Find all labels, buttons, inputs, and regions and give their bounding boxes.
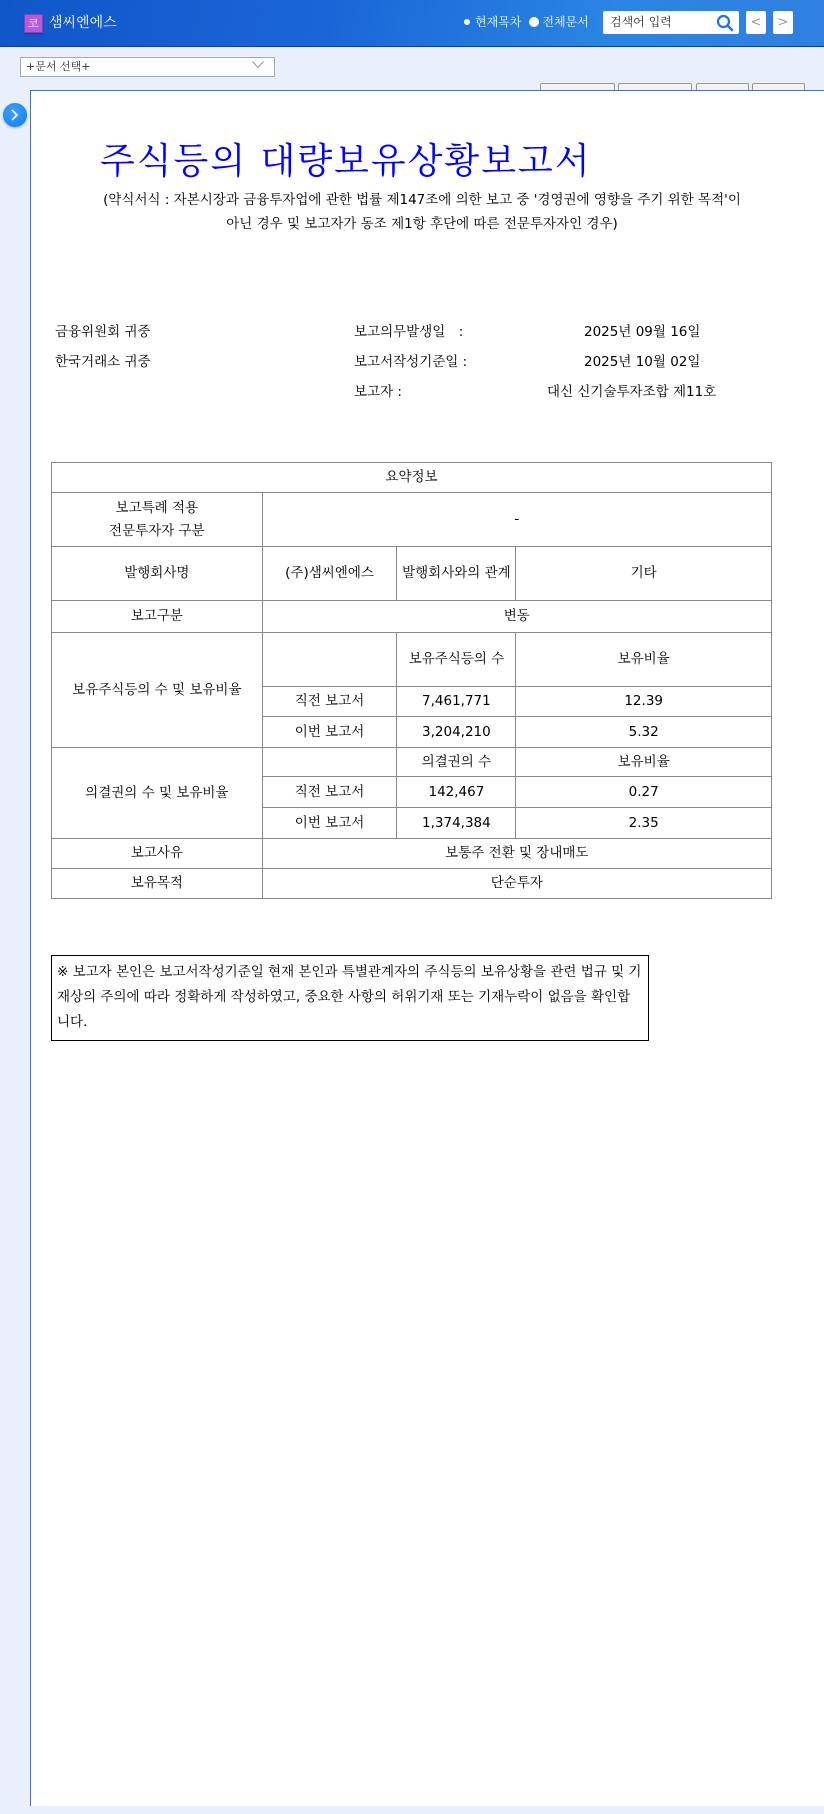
holdings-blank-header — [262, 633, 397, 687]
reason-label: 보고사유 — [52, 839, 263, 869]
document-select[interactable] — [20, 57, 275, 77]
radio-all-docs-label[interactable]: 전체문서 — [542, 15, 589, 29]
holdings-prev-ratio: 12.39 — [516, 687, 772, 717]
app-header — [0, 0, 824, 47]
meta-value-base-date: 2025년 10월 02일 — [584, 354, 701, 370]
voting-ratio-header: 보유비율 — [516, 748, 772, 777]
meta-label-obligation-date: 보고의무발생일 : — [354, 324, 464, 340]
radio-all-docs[interactable] — [529, 17, 539, 27]
voting-label: 의결권의 수 및 보유비율 — [52, 748, 263, 839]
prev-result-button[interactable]: < — [746, 11, 766, 34]
holdings-count-header: 보유주식등의 수 — [397, 633, 516, 687]
voting-prev-count: 142,467 — [397, 777, 516, 808]
company-name: 샘씨엔에스 — [49, 15, 117, 31]
special-case-label: 보고특례 적용 전문투자자 구분 — [52, 493, 263, 547]
confirmation-note: ※ 보고자 본인은 보고서작성기준일 현재 본인과 특별관계자의 주식등의 보유상황을 관련 법규 및 기재상의 주의에 따라 정확하게 작성하였고, 중요한 사항의 허위기재 또는 기재누락이 없음을 확인합니다. — [51, 955, 649, 1041]
search-input[interactable] — [610, 13, 710, 31]
next-result-button[interactable]: > — [773, 11, 793, 34]
meta-label-reporter: 보고자 : — [354, 384, 402, 400]
subtitle-line-2: 아닌 경우 및 보고자가 동조 제1항 후단에 따른 전문투자자인 경우) — [226, 216, 618, 232]
holdings-ratio-header: 보유비율 — [516, 633, 772, 687]
holdings-label: 보유주식등의 수 및 보유비율 — [52, 633, 263, 748]
company-logo-icon: 코 — [24, 14, 43, 33]
report-type-label: 보고구분 — [52, 601, 263, 633]
purpose-value: 단순투자 — [262, 869, 771, 899]
relation-label: 발행회사와의 관계 — [397, 547, 516, 601]
chevron-right-icon — [10, 109, 20, 121]
special-case-value: - — [262, 493, 771, 547]
relation-value: 기타 — [516, 547, 772, 601]
subtitle-line-1: (약식서식 : 자본시장과 금융투자업에 관한 법률 제147조에 의한 보고 중 '경영권에 영향을 주기 위한 목적'이 — [103, 192, 741, 208]
radio-current-toc[interactable] — [462, 17, 472, 27]
purpose-label: 보유목적 — [52, 869, 263, 899]
chevron-down-icon — [252, 61, 264, 69]
report-type-value: 변동 — [262, 601, 771, 633]
voting-curr-label: 이번 보고서 — [262, 808, 397, 839]
holdings-prev-label: 직전 보고서 — [262, 687, 397, 717]
voting-curr-count: 1,374,384 — [397, 808, 516, 839]
summary-caption: 요약정보 — [52, 463, 772, 493]
holdings-curr-label: 이번 보고서 — [262, 717, 397, 748]
document-select-value: +문서 선택+ — [26, 60, 91, 73]
addressee-fsc: 금융위원회 귀중 — [55, 324, 151, 340]
document-viewer-panel — [30, 90, 824, 1806]
holdings-curr-ratio: 5.32 — [516, 717, 772, 748]
search-scope-radio-group — [462, 13, 597, 30]
voting-prev-ratio: 0.27 — [516, 777, 772, 808]
search-icon[interactable] — [716, 14, 734, 32]
reason-value: 보통주 전환 및 장내매도 — [262, 839, 771, 869]
meta-value-obligation-date: 2025년 09월 16일 — [584, 324, 701, 340]
voting-blank-header — [262, 748, 397, 777]
meta-label-base-date: 보고서작성기준일 : — [354, 354, 468, 370]
sidebar-toggle-button[interactable] — [3, 103, 27, 127]
voting-prev-label: 직전 보고서 — [262, 777, 397, 808]
search-box — [603, 11, 739, 34]
voting-curr-ratio: 2.35 — [516, 808, 772, 839]
meta-value-reporter: 대신 신기술투자조합 제11호 — [547, 384, 717, 400]
voting-count-header: 의결권의 수 — [397, 748, 516, 777]
summary-table — [51, 462, 772, 899]
document-title: 주식등의 대량보유상황보고서 — [100, 141, 592, 182]
holdings-prev-count: 7,461,771 — [397, 687, 516, 717]
document-subtitle — [52, 188, 792, 236]
holdings-curr-count: 3,204,210 — [397, 717, 516, 748]
radio-current-toc-label[interactable]: 현재목차 — [475, 15, 522, 29]
issuer-value: (주)샘씨엔에스 — [262, 547, 397, 601]
addressee-krx: 한국거래소 귀중 — [55, 354, 151, 370]
issuer-label: 발행회사명 — [52, 547, 263, 601]
